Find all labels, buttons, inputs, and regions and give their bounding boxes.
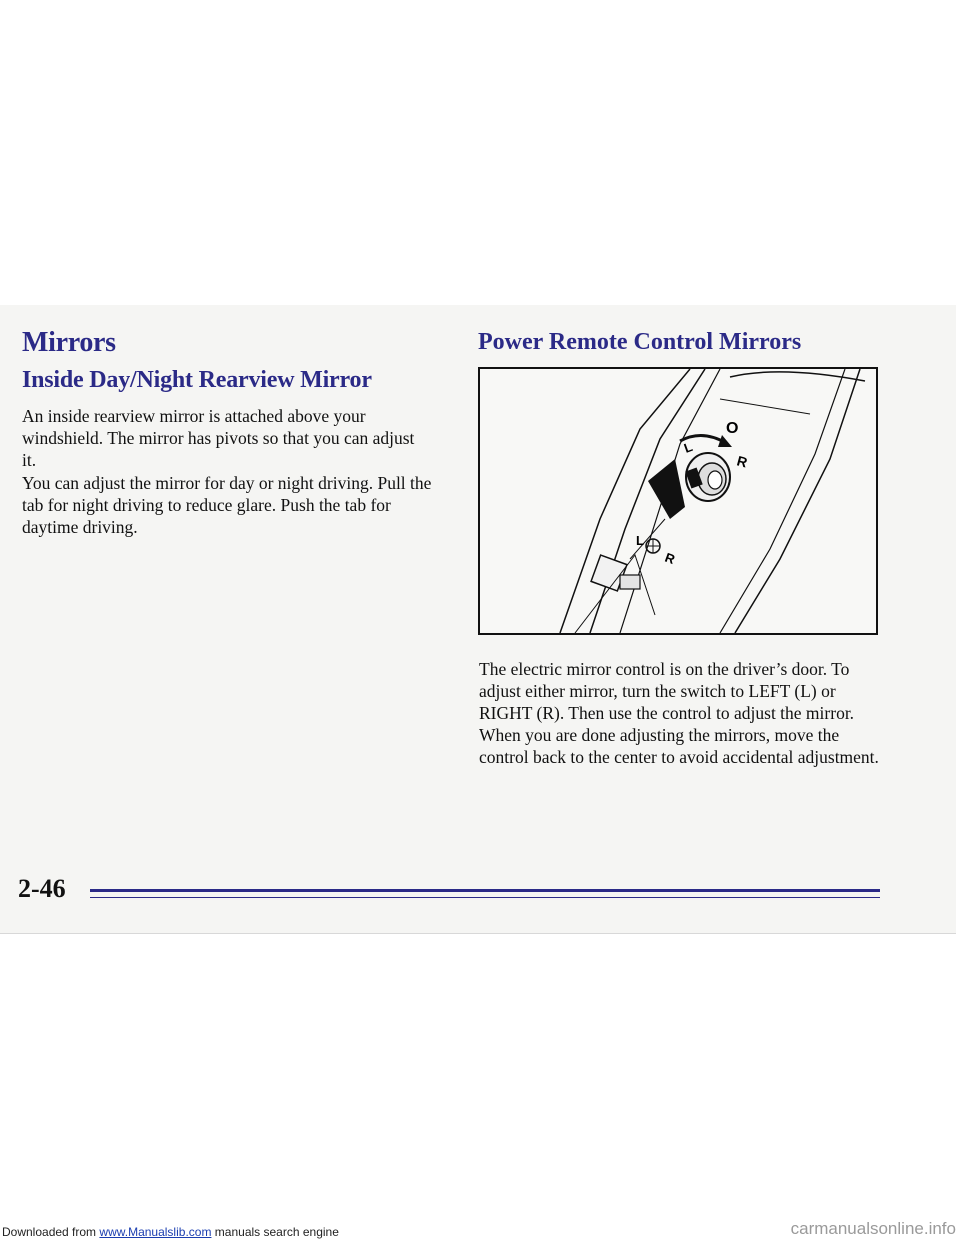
manual-page — [0, 305, 956, 934]
knob-label-o: O — [726, 420, 739, 437]
watermark: carmanualsonline.info — [790, 1219, 956, 1238]
download-suffix: manuals search engine — [214, 1225, 339, 1239]
manualslib-link[interactable]: www.Manualslib.com — [99, 1225, 212, 1239]
subsection-title-inside-mirror: Inside Day/Night Rearview Mirror — [22, 367, 372, 393]
section-title: Mirrors — [22, 327, 116, 358]
knob-label-l: L — [681, 439, 695, 456]
mirror-control-illustration — [478, 367, 878, 635]
paragraph-electric-control: The electric mirror control is on the driver’s door. To adjust either mirror, turn the switch to LEFT (L) or RIGHT (R). Then use the control to adjust the mirror. When you are done adjusting the mirrors, move the control back to the center to avoid accidental adjustment. — [479, 659, 879, 767]
door-switch-drawing — [480, 369, 876, 633]
footer-rule — [90, 889, 880, 892]
lock-label-r: R — [662, 549, 677, 568]
download-credit — [2, 1225, 339, 1239]
pointer-arrow-icon — [648, 459, 685, 519]
lock-label-l: L — [636, 533, 644, 548]
footer-rule-thin — [90, 897, 880, 898]
download-prefix: Downloaded from — [2, 1225, 97, 1239]
paragraph-mirror-attached: An inside rearview mirror is attached above your windshield. The mirror has pivots so that you can adjust it. — [22, 406, 415, 470]
subsection-title-power-mirrors: Power Remote Control Mirrors — [478, 329, 802, 355]
page-number: 2-46 — [18, 874, 66, 903]
selector-knob — [685, 453, 730, 501]
knob-label-r: R — [735, 452, 750, 471]
paragraph-day-night: You can adjust the mirror for day or night driving. Pull the tab for night driving to reduce glare. Push the tab for daytime driving. — [22, 473, 432, 537]
